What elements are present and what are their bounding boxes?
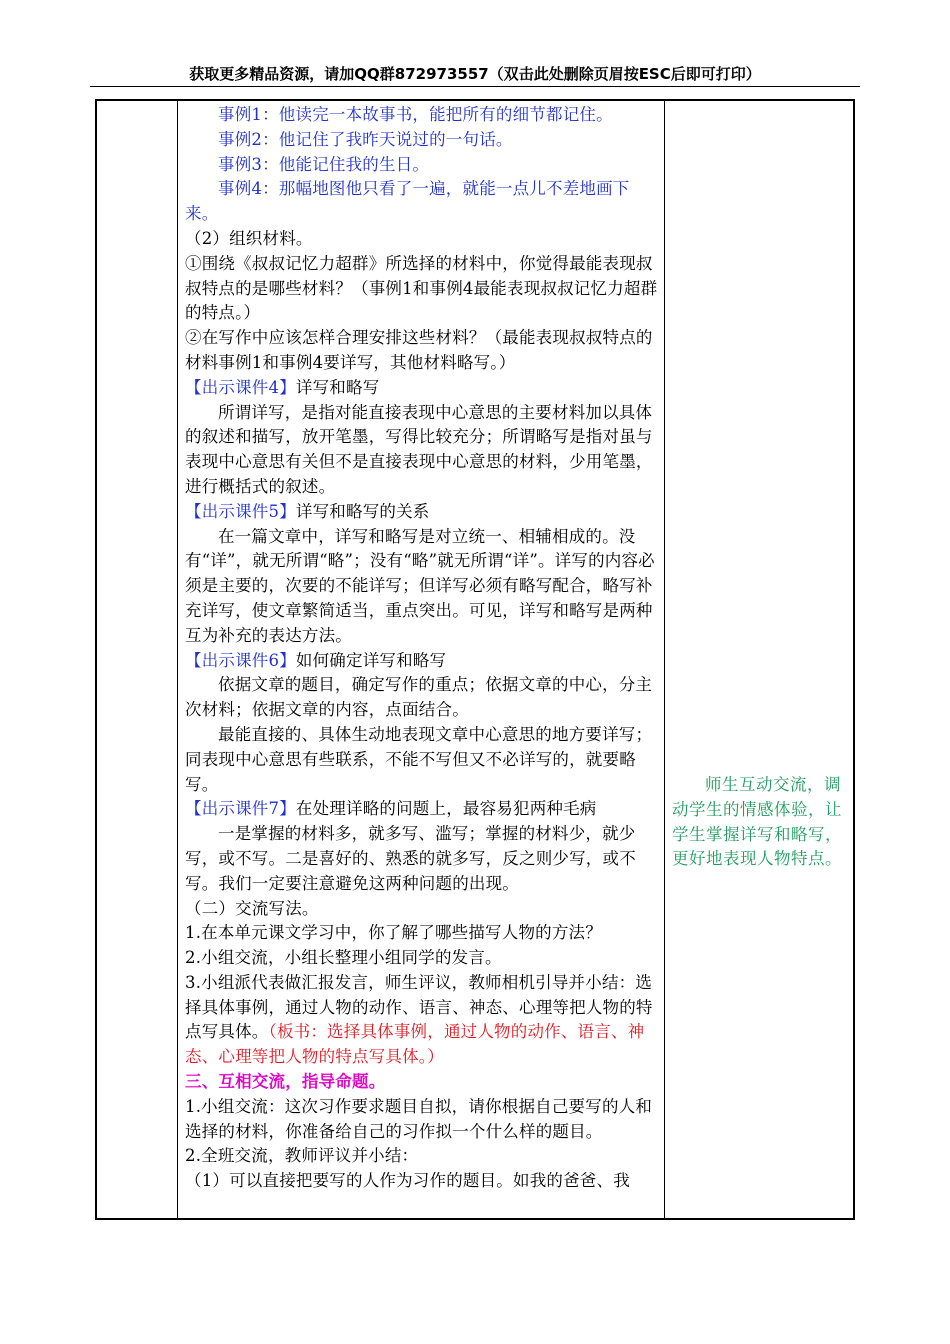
- courseware-4-label: 【出示课件4】: [185, 377, 296, 397]
- courseware-7-label: 【出示课件7】: [185, 799, 296, 819]
- organize-heading: （2）组织材料。: [185, 228, 313, 248]
- example-1: 事例1：他读完一本故事书，能把所有的细节都记住。: [218, 105, 613, 124]
- question-2: ②在写作中应该怎样合理安排这些材料？（最能表现叔叔特点的材料事例1和事例4要详写，其他材料略写。）: [185, 328, 653, 372]
- example-3: 事例3：他能记住我的生日。: [218, 154, 430, 174]
- question-1: ①围绕《叔叔记忆力超群》所选择的材料中，你觉得最能表现叔叔特点的是哪些材料？（事例1和事例4最能表现叔叔记忆力超群的特点。）: [185, 253, 658, 323]
- design-intent-note: [672, 773, 854, 872]
- step-3: [185, 971, 659, 1070]
- example-4: 事例4：那幅地图他只看了一遍，就能一点儿不差地画下来。: [185, 179, 630, 224]
- relation-paragraph: 在一篇文章中，详写和略写是对立统一、相辅相成的。没有“详”，就无所谓“略”；没有“略”就无所谓“详”。详写的内容必须是主要的，次要的不能详写；但详写必须有略写配合，略写补充详写，使文章繁简适当，重点突出。可见，详写和略写是两种互为补充的表达方法。: [185, 526, 655, 645]
- courseware-4-title: 详写和略写: [295, 377, 380, 397]
- page-header: 获取更多精品资源，请加QQ群872973557（双击此处删除页眉按ESC后即可打印）: [189, 65, 761, 83]
- section-3-heading: 三、互相交流，指导命题。: [185, 1072, 386, 1092]
- courseware-5-line: [185, 500, 659, 525]
- courseware-6-label: 【出示课件6】: [185, 650, 296, 670]
- courseware-7-title: 在处理详略的问题上，最容易犯两种毛病: [295, 799, 597, 819]
- topic-step-2: 2.全班交流，教师评议并小结：: [185, 1146, 419, 1166]
- header-rule: [90, 86, 860, 87]
- lesson-content: [185, 103, 659, 1194]
- how-paragraph-2: 最能直接的、具体生动地表现文章中心意思的地方要详写；同表现中心意思有些联系，不能不写但又不必详写的，就要略写。: [185, 724, 653, 794]
- courseware-5-title: 详写和略写的关系: [295, 501, 430, 521]
- column-divider-right: [664, 101, 665, 1218]
- step-2: 2.小组交流，小组长整理小组同学的发言。: [185, 948, 502, 968]
- board-note: （板书：选择具体事例，通过人物的动作、语言、神态、心理等把人物的特点写具体。）: [185, 1022, 645, 1067]
- section-2-heading: （二）交流写法。: [185, 898, 319, 918]
- step-3-text: 3.小组派代表做汇报发言，师生评议，教师相机引导并小结：选择具体事例，通过人物的动作、语言、神态、心理等把人物的特点写具体。: [185, 972, 653, 1042]
- courseware-6-title: 如何确定详写和略写: [295, 650, 447, 670]
- errors-paragraph: 一是掌握的材料多，就多写、滥写；掌握的材料少，就少写，或不写。二是喜好的、熟悉的就多写，反之则少写，或不写。我们一定要注意避免这两种问题的出现。: [185, 824, 636, 893]
- lesson-table: [95, 99, 855, 1220]
- design-intent-text: 师生互动交流，调动学生的情感体验，让学生掌握详写和略写，更好地表现人物特点。: [672, 775, 842, 869]
- topic-step-1: 1.小组交流：这次习作要求题目自拟，请你根据自己要写的人和选择的材料，你准备给自己的习作拟一个什么样的题目。: [185, 1096, 653, 1141]
- courseware-4-line: [185, 376, 659, 401]
- step-1: 1.在本单元课文学习中，你了解了哪些描写人物的方法？: [185, 923, 602, 943]
- definition-paragraph: 所谓详写，是指对能直接表现中心意思的主要材料加以具体的叙述和描写，放开笔墨，写得比较充分；所谓略写是指对虽与表现中心意思有关但不是直接表现中心意思的材料，少用笔墨，进行概括式的叙述。: [185, 402, 653, 496]
- courseware-6-line: [185, 649, 659, 674]
- courseware-7-line: [185, 797, 659, 822]
- courseware-5-label: 【出示课件5】: [185, 501, 296, 521]
- column-divider-left: [177, 101, 178, 1218]
- how-paragraph-1: 依据文章的题目，确定写作的重点；依据文章的中心，分主次材料；依据文章的内容，点面结合。: [185, 675, 653, 720]
- example-2: 事例2：他记住了我昨天说过的一句话。: [218, 129, 513, 149]
- topic-step-3: （1）可以直接把要写的人作为习作的题目。如我的爸爸、我: [185, 1171, 630, 1191]
